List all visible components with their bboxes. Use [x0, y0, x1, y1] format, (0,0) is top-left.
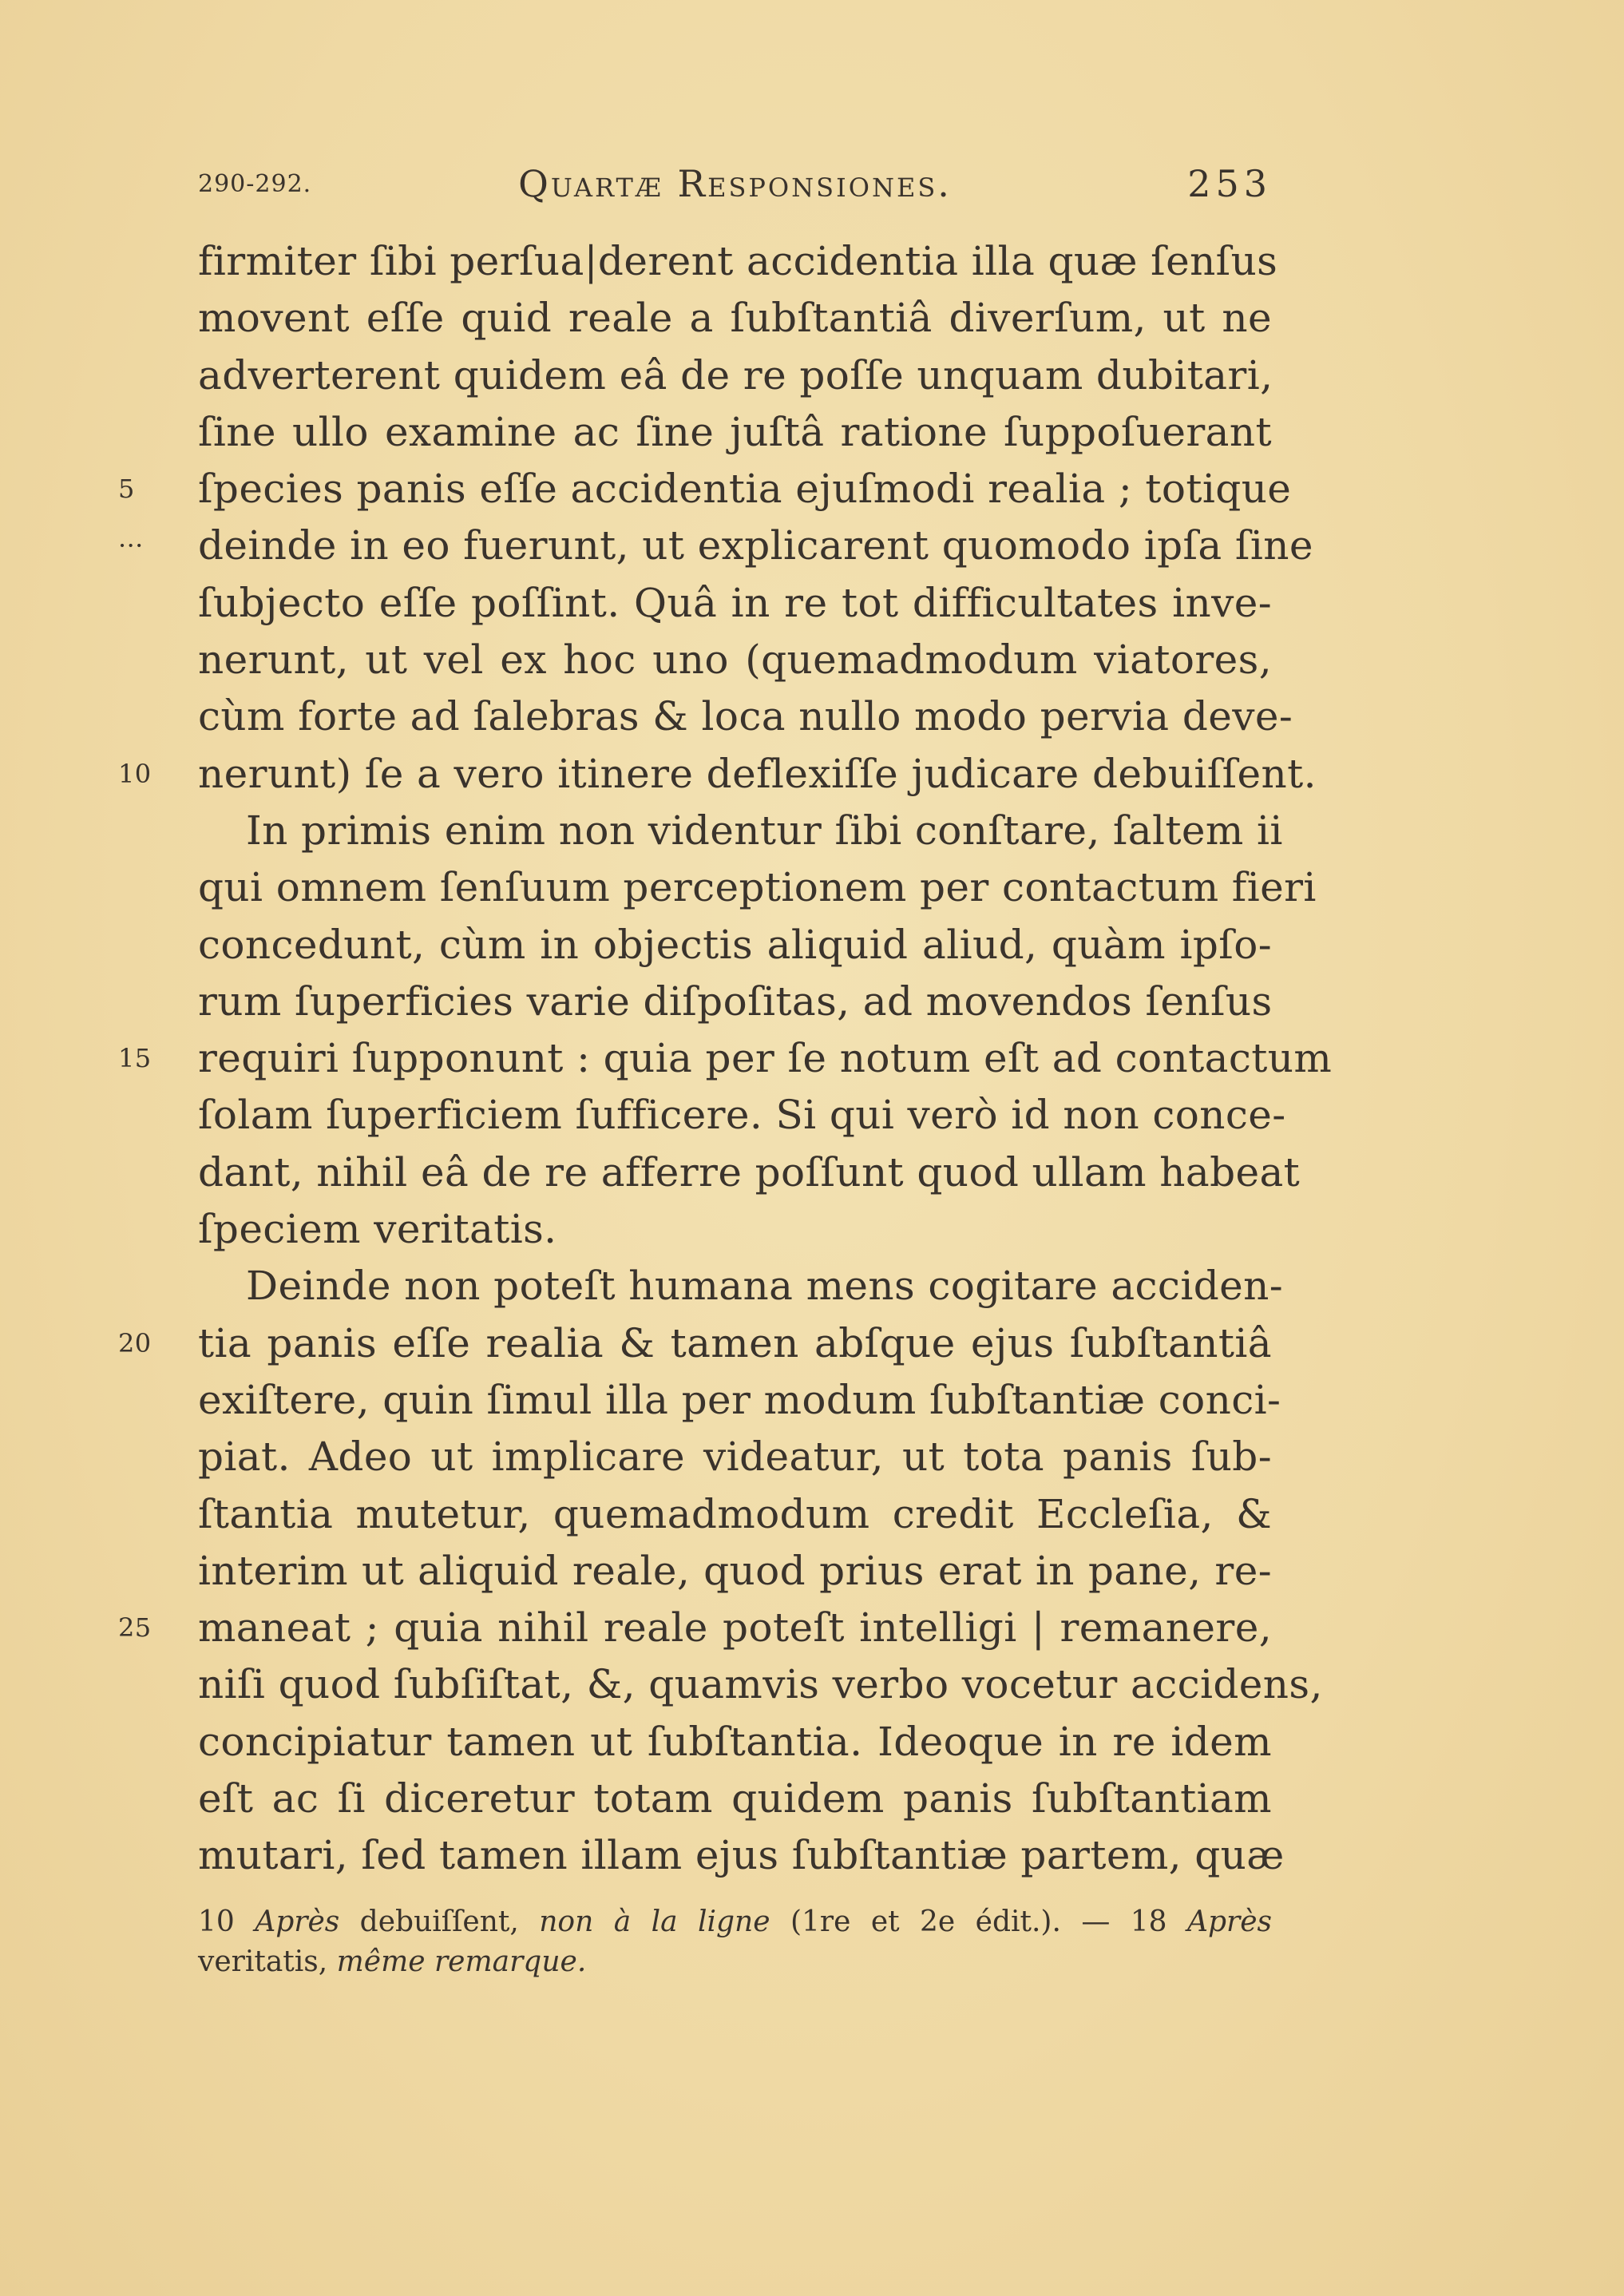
text-line: piat. Adeo ut implicare videatur, ut tota panis ſub-: [198, 1434, 1272, 1481]
text-line: cùm forte ad ſalebras & loca nullo modo pervia deve-: [198, 693, 1293, 740]
text-line: dant, nihil eâ de re afferre poſſunt quod ullam habeat: [198, 1148, 1301, 1196]
text-line: interim ut aliquid reale, quod prius erat in pane, re-: [198, 1547, 1272, 1594]
text-line: firmiter ſibi perſua|derent accidentia illa quæ ſenſus: [198, 238, 1278, 284]
text-line: ··· deinde in eo fuerunt, ut explicarent quomodo ipſa ſine: [198, 517, 1272, 574]
line-number: 25: [118, 1612, 152, 1644]
text-line: movent eſſe quid reale a ſubſtantiâ diverſum, ut ne: [198, 295, 1272, 342]
text-line: 15 requiri ſupponunt : quia per ſe notum eſt ad contactum: [198, 1030, 1272, 1087]
text-line: ſpeciem veritatis.: [198, 1206, 557, 1253]
text-line: 25 maneat ; quia nihil reale poteſt intelligi | remanere,: [198, 1600, 1272, 1656]
text-line: ſine ullo examine ac ſine juſtâ ratione ſuppoſuerant: [198, 408, 1272, 455]
text-line: adverterent quidem eâ de re poſſe unquam dubitari,: [198, 351, 1273, 399]
text-line: eſt ac ſi diceretur totam quidem panis ſubſtantiam: [198, 1775, 1272, 1822]
line-number: ···: [118, 530, 144, 561]
page-range: 290-292.: [198, 170, 312, 198]
text-line: rum ſuperficies varie diſpoſitas, ad movendos ſenſus: [198, 977, 1273, 1025]
footnote-line: veritatis, même remarque.: [198, 1945, 587, 1978]
text-line: In primis enim non videntur ſibi conſtare, ſaltem ii: [246, 807, 1283, 854]
text-line: 20 tia panis eſſe realia & tamen abſque ejus ſubſtantiâ: [198, 1315, 1272, 1372]
footnote-line: 10 Après debuiſſent, non à la ligne (1re et 2e édit.). — 18 Après: [198, 1905, 1272, 1938]
line-number: 5: [118, 474, 135, 505]
text-line: exiſtere, quin ſimul illa per modum ſubſtantiæ conci-: [198, 1376, 1281, 1423]
text-line: 5 ſpecies panis eſſe accidentia ejuſmodi realia ; totique: [198, 461, 1272, 517]
text-line: ſubjecto eſſe poſſint. Quâ in re tot difficultates inve-: [198, 579, 1272, 626]
text-line: concipiatur tamen ut ſubſtantia. Ideoque in re idem: [198, 1718, 1272, 1765]
footnotes: [198, 1902, 1272, 1982]
text-line: qui omnem ſenſuum perceptionem per contactum fieri: [198, 864, 1317, 911]
text-line: mutari, ſed tamen illam ejus ſubſtantiæ partem, quæ: [198, 1832, 1285, 1879]
text-line: 10 nerunt) ſe a vero itinere deflexiſſe judicare debuiſſent.: [198, 746, 1272, 803]
line-number: 20: [118, 1327, 152, 1358]
text-line: ſolam ſuperficiem ſufficere. Si qui verò id non conce-: [198, 1092, 1286, 1139]
text-line: nerunt, ut vel ex hoc uno (quemadmodum viatores,: [198, 636, 1272, 684]
text-line: niſi quod ſubſiſtat, &, quamvis verbo vocetur accidens,: [198, 1661, 1323, 1708]
body-text: [118, 233, 1333, 1885]
text-line: Deinde non poteſt humana mens cogitare acciden-: [246, 1263, 1284, 1310]
running-title: Quartæ Responsiones.: [518, 162, 952, 205]
page-number: 253: [1187, 162, 1272, 205]
text-line: concedunt, cùm in objectis aliquid aliud, quàm ipſo-: [198, 921, 1272, 968]
line-number: 15: [118, 1043, 152, 1074]
page-header: [198, 164, 1272, 212]
line-number: 10: [118, 758, 152, 789]
text-line: ſtantia mutetur, quemadmodum credit Eccleſia, &: [198, 1490, 1272, 1537]
